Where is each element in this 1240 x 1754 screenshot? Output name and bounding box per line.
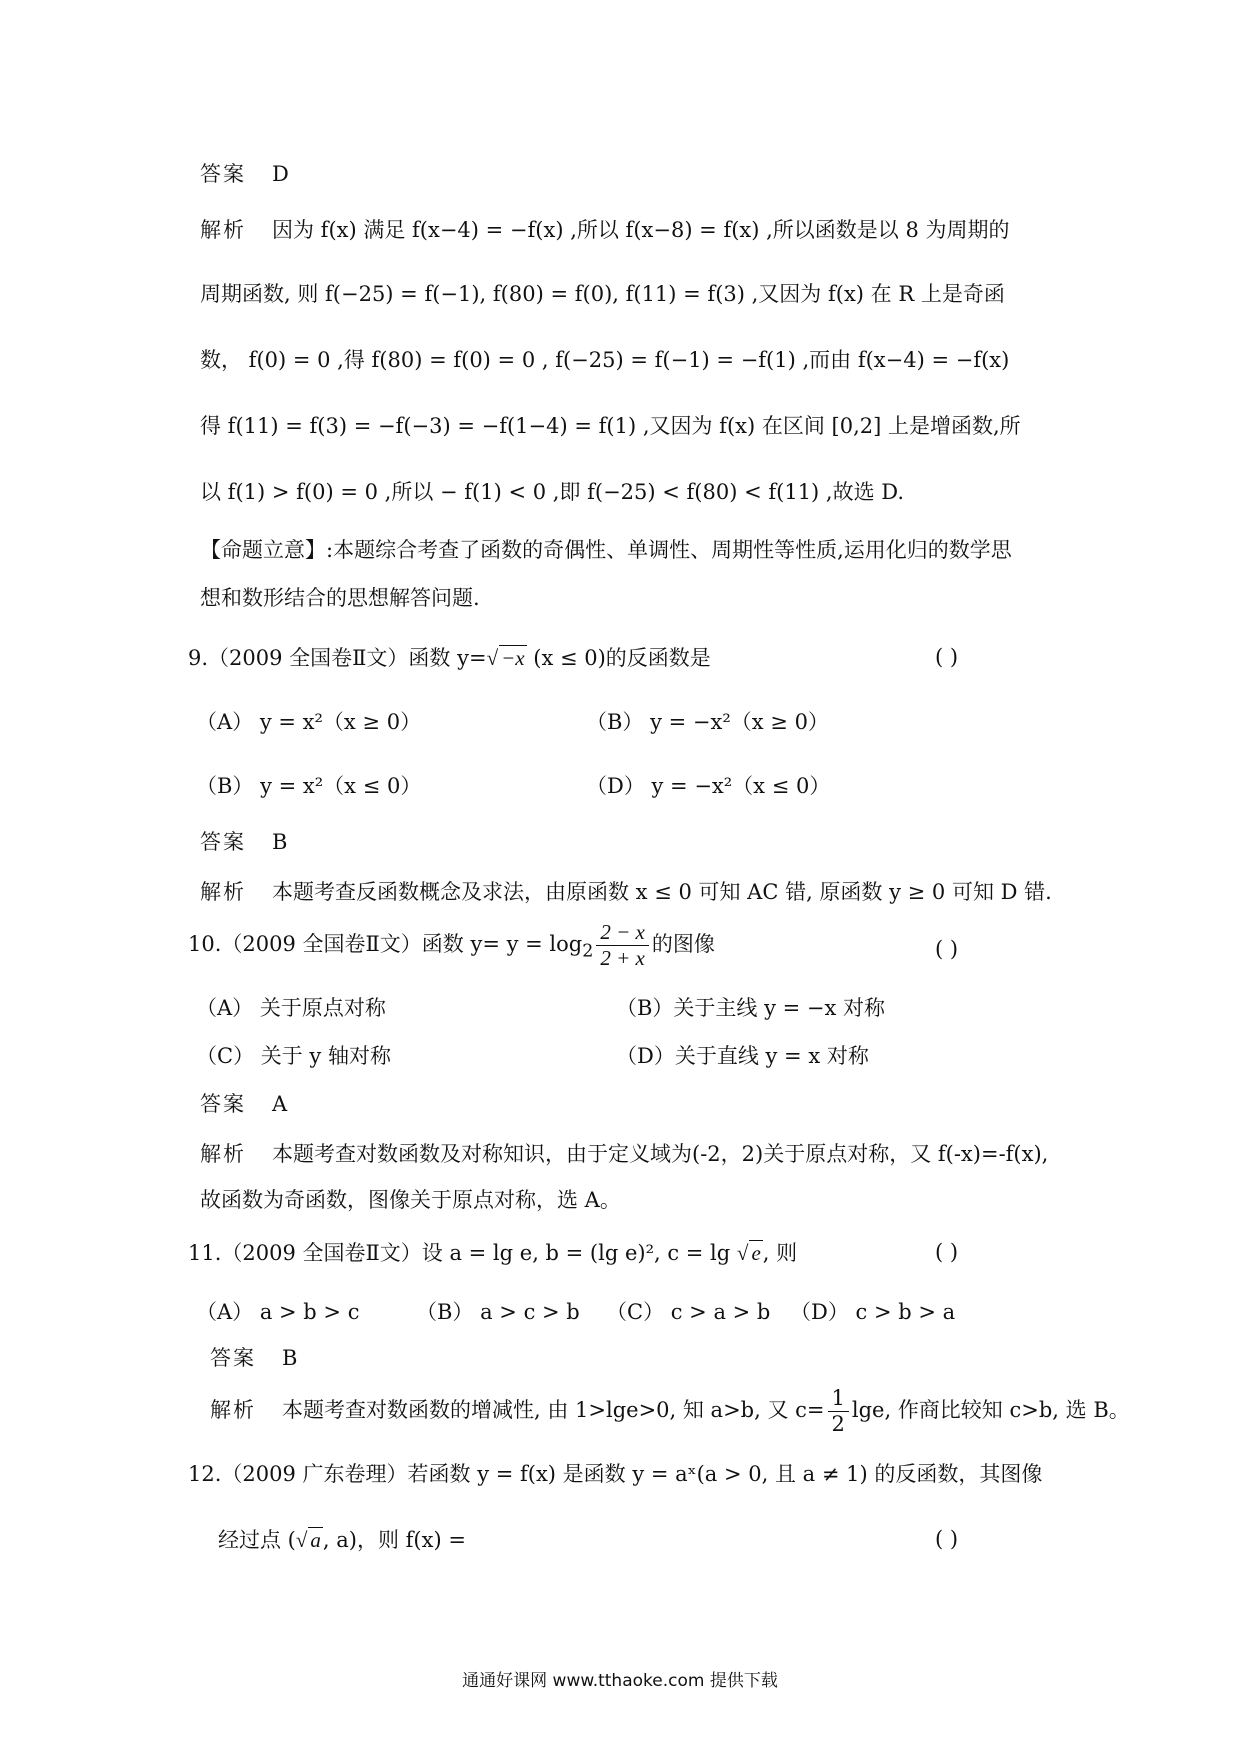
analysis-line-1 (200, 218, 1010, 243)
q10-frac-den: 2 + x (600, 946, 645, 971)
q9-option-d: （D） y = −x²（x ≤ 0） (586, 774, 831, 798)
q9-suffix: (x ≤ 0)的反函数是 (526, 646, 711, 670)
analysis-line-3: 数， f(0) = 0 ,得 f(80) = f(0) = 0 , f(−25) = f(−1) = −f(1) ,而由 f(x−4) = −f(x) (200, 348, 1010, 372)
q12-stem-line-2: 经过点 (√ a, a)，则 f(x) = (218, 1528, 466, 1552)
q10-option-b: （B）关于主线 y = −x 对称 (616, 996, 886, 1020)
q9-analysis-label: 解析 (200, 880, 246, 904)
q11-fraction (828, 1386, 849, 1437)
q10-option-d: （D）关于直线 y = x 对称 (616, 1044, 869, 1068)
q10-option-c: （C） 关于 y 轴对称 (196, 1044, 391, 1068)
q9-option-a: （A） y = x²（x ≥ 0） (196, 710, 422, 734)
q11-radicand: e (751, 1241, 761, 1265)
analysis-line-4: 得 f(11) = f(3) = −f(−3) = −f(1−4) = f(1) ,又因为 f(x) 在区间 [0,2] 上是增函数,所 (200, 414, 1021, 438)
answer-label: 答案 (200, 162, 246, 186)
q10-analysis-line-2: 故函数为奇函数，图像关于原点对称，选 A。 (200, 1188, 621, 1212)
q11-option-d: （D） c > b > a (790, 1300, 956, 1324)
q12-stem-line-1: 12.（2009 广东卷理）若函数 y = f(x) 是函数 y = aˣ(a > 0, 且 a ≠ 1) 的反函数，其图像 (188, 1462, 1043, 1486)
analysis-line-2: 周期函数, 则 f(−25) = f(−1), f(80) = f(0), f(11) = f(3) ,又因为 f(x) 在 R 上是奇函 (200, 282, 1005, 306)
q9-answer-label: 答案 (200, 830, 246, 854)
q11-answer-value: B (282, 1346, 298, 1370)
q9-analysis-line (200, 880, 1052, 905)
q10-frac-num: 2 − x (596, 920, 649, 946)
q11-option-c: （C） c > a > b (606, 1300, 771, 1324)
q10-analysis-label: 解析 (200, 1142, 246, 1166)
q11-analysis-line (210, 1386, 1130, 1437)
q10-analysis-line-1 (200, 1142, 1048, 1167)
q10-prefix: 10.（2009 全国卷Ⅱ文）函数 y= y = log (188, 932, 583, 957)
q10-log-base: 2 (582, 941, 594, 962)
q9-radicand: −x (501, 646, 525, 670)
q11-frac-den: 2 (831, 1412, 845, 1437)
q9-prefix: 9.（2009 全国卷Ⅱ文）函数 y= (188, 646, 487, 670)
q11-answer-blank: ( ) (935, 1240, 959, 1264)
q11-answer-label: 答案 (210, 1346, 256, 1370)
q9-option-c: （B） y = x²（x ≤ 0） (196, 774, 422, 798)
q9-answer-value: B (272, 830, 288, 854)
q12-line2-pre: 经过点 ( (218, 1528, 296, 1552)
q11-option-a: （A） a > b > c (196, 1300, 360, 1324)
q10-answer-line (200, 1092, 287, 1117)
q12-answer-blank: ( ) (935, 1527, 959, 1551)
q11-frac-num: 1 (828, 1386, 849, 1412)
q12-radicand: a (310, 1528, 321, 1552)
q10-option-a: （A） 关于原点对称 (196, 996, 386, 1020)
q12-line2-post: , a)，则 f(x) = (322, 1528, 466, 1552)
q11-analysis-label: 解析 (210, 1398, 256, 1423)
answer-line-prev (200, 162, 289, 187)
q9-analysis-text: 本题考查反函数概念及求法，由原函数 x ≤ 0 可知 AC 错, 原函数 y ≥ 0 可知 D 错. (272, 880, 1052, 904)
q10-answer-blank: ( ) (935, 937, 959, 961)
q9-stem: 9.（2009 全国卷Ⅱ文）函数 y=√ −x (x ≤ 0)的反函数是 (188, 646, 711, 670)
analysis-text: 因为 f(x) 满足 f(x−4) = −f(x) ,所以 f(x−8) = f(x) ,所以函数是以 8 为周期的 (272, 218, 1010, 242)
q11-prefix: 11.（2009 全国卷Ⅱ文）设 a = lg e, b = (lg e)², c = lg (188, 1241, 737, 1265)
analysis-line-5: 以 f(1) > f(0) = 0 ,所以 − f(1) < 0 ,即 f(−25) < f(80) < f(11) ,故选 D. (200, 480, 905, 504)
intent-line-1: 【命题立意】:本题综合考查了函数的奇偶性、单调性、周期性等性质,运用化归的数学思 (200, 538, 1012, 562)
q11-option-b: （B） a > c > b (416, 1300, 580, 1324)
q11-answer-line (210, 1346, 297, 1371)
q10-answer-value: A (272, 1092, 288, 1116)
q10-suffix: 的图像 (651, 932, 715, 957)
q10-fraction (596, 920, 649, 971)
answer-value: D (272, 162, 289, 186)
q10-stem (188, 920, 715, 971)
q11-stem: 11.（2009 全国卷Ⅱ文）设 a = lg e, b = (lg e)², c = lg √ e, 则 (188, 1241, 798, 1265)
analysis-label: 解析 (200, 218, 246, 242)
q11-analysis-post: lge, 作商比较知 c>b, 选 B。 (851, 1398, 1130, 1423)
q10-analysis-text: 本题考查对数函数及对称知识，由于定义域为(-2，2)关于原点对称，又 f(-x)=-f(x), (272, 1142, 1049, 1166)
q11-suffix: , 则 (762, 1241, 798, 1265)
q9-option-b: （B） y = −x²（x ≥ 0） (586, 710, 829, 734)
q10-answer-label: 答案 (200, 1092, 246, 1116)
intent-line-2: 想和数形结合的思想解答问题. (200, 586, 480, 610)
q9-answer-line (200, 830, 287, 855)
page-footer: 通通好课网 www.tthaoke.com 提供下载 (462, 1671, 778, 1691)
q11-analysis-pre: 本题考查对数函数的增减性, 由 1>lge>0, 知 a>b, 又 c= (282, 1398, 825, 1423)
q9-answer-blank: ( ) (935, 645, 959, 669)
